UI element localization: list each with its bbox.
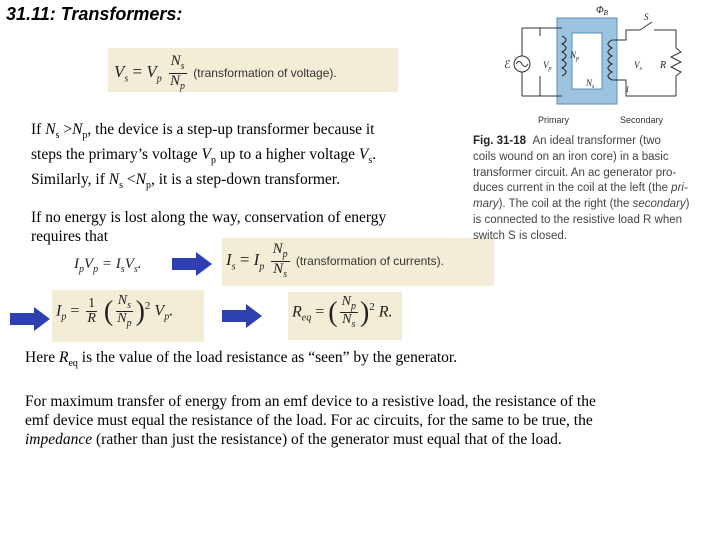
voltage-equation: $V_s = V_p$ $\frac{N_s}{N_p}$ (transformation of voltage). <box>108 48 398 92</box>
paragraph-req: Here $R_{eq}$ is the value of the load resistance as “seen” by the generator. <box>25 349 458 370</box>
vs-label: $V_s$ <box>634 60 642 72</box>
paragraph-step-up: If $N_s >N_p$, the device is a step-up transformer because it steps the primary’s voltage $V_p$ up to a higher voltage $V_s$. Similarly, if $N_s <N_p$, it is a step-down transformer. <box>31 121 377 192</box>
ns-label: $N_s$ <box>586 78 595 90</box>
power-equation: $I_pV_p = I_sV_s$. <box>74 256 142 275</box>
emf-label: ℰ <box>504 59 511 71</box>
paragraph-max-transfer: For maximum transfer of energy from an emf device to a resistive load, the resistance of the emf device must equal the resistance of the load. For ac circuits, for the same to be true, the impedance (rather than just the resistance) of the generator must equal that of the load. <box>25 393 596 448</box>
secondary-label: Secondary <box>620 115 664 125</box>
primary-current-equation: $I_p$ = $\frac{1}{R}$ ( $\frac{N_s}{N_p}$ )$^2$ $V_p$. <box>52 290 204 342</box>
switch-label: S <box>644 12 649 22</box>
slide-title: 31.11: Transformers: <box>6 4 183 24</box>
arrow-icon <box>222 304 262 328</box>
arrow-icon <box>172 252 212 276</box>
figure-caption: Fig. 31-18 An ideal transformer (two coils wound on an iron core) in a basic transformer circuit. An ac generator pro- duces current in the coil at the left (the pri- mary). The coil at the right (the secondary) is connected to the resistive load R when switch S is closed. <box>473 135 690 242</box>
voltage-equation-note: (transformation of voltage). <box>193 65 337 80</box>
primary-label: Primary <box>538 115 569 125</box>
current-label: I <box>626 85 629 94</box>
paragraph-conservation: If no energy is lost along the way, conservation of energy requires that <box>31 209 387 245</box>
np-label: $N_p$ <box>570 50 580 62</box>
vp-label: $V_p$ <box>543 60 552 72</box>
flux-label: $\Phi_B$ <box>596 5 608 17</box>
resistor-label: R <box>660 60 667 71</box>
current-equation-note: (transformation of currents). <box>295 253 444 268</box>
current-equation: $I_s = I_p$ $\frac{N_p}{N_s}$ (transformation of currents). <box>222 238 494 286</box>
transformer-diagram <box>500 0 700 130</box>
arrow-icon <box>10 307 50 331</box>
equivalent-resistance-equation: $R_{eq}$ = ( $\frac{N_p}{N_s}$ )$^2$ R. <box>288 292 402 340</box>
